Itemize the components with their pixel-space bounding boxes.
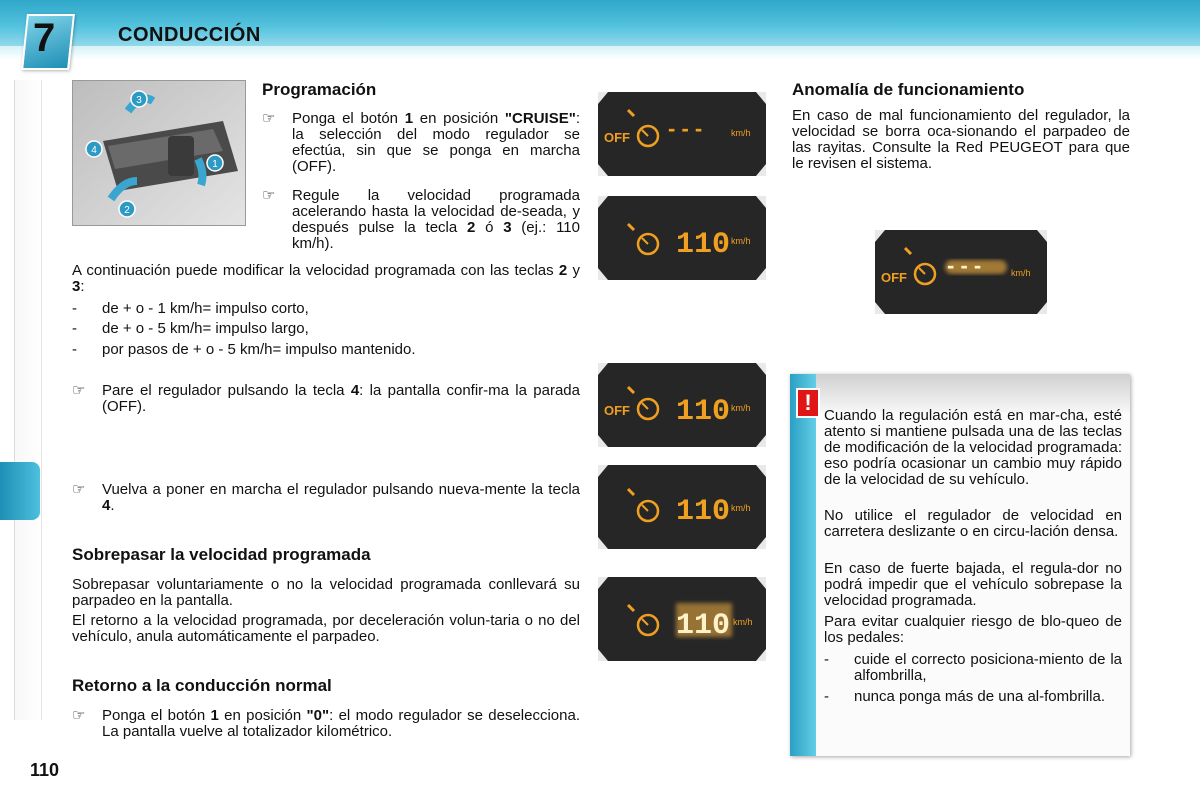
callout-1: 1 bbox=[212, 159, 218, 170]
speed-readout: 110 bbox=[676, 228, 731, 262]
warning-paragraph-4: Para evitar cualquier riesgo de blo-queo de los pedales: bbox=[824, 613, 1122, 646]
warning-accent-bar bbox=[790, 374, 816, 756]
cruise-stalk-photo bbox=[72, 80, 246, 226]
callout-2: 2 bbox=[124, 205, 130, 216]
speed-readout: 110 bbox=[676, 495, 731, 529]
warning-paragraph-3: En caso de fuerte bajada, el regula-dor no podrá impedir que el vehículo sobrepase la velocidad programada. bbox=[824, 560, 1122, 609]
page-number: 110 bbox=[30, 760, 60, 780]
restart-instruction: ☞ Vuelva a poner en marcha el regulador pulsando nueva-mente la tecla 4. bbox=[72, 481, 580, 514]
chapter-tab-active bbox=[0, 462, 40, 520]
unit-label: km/h bbox=[1011, 268, 1031, 278]
pointing-hand-icon: ☞ bbox=[72, 382, 86, 399]
pointing-hand-icon: ☞ bbox=[262, 187, 276, 204]
speed-readout-blinking: 110 bbox=[676, 609, 731, 643]
unit-label: km/h bbox=[731, 128, 751, 138]
chapter-tab-strip bbox=[14, 80, 42, 720]
unit-label: km/h bbox=[731, 503, 751, 513]
sobrepasar-heading: Sobrepasar la velocidad programada bbox=[72, 545, 371, 564]
header-rule bbox=[0, 46, 1200, 60]
sobrepasar-paragraph-1: Sobrepasar voluntariamente o no la velocidad programada conllevará su parpadeo en la pantalla. bbox=[72, 576, 580, 609]
retorno-heading: Retorno a la conducción normal bbox=[72, 676, 332, 695]
display-active-110 bbox=[598, 196, 766, 280]
unit-label: km/h bbox=[731, 236, 751, 246]
chapter-number: 7 bbox=[33, 16, 56, 60]
sobrepasar-paragraph-2: El retorno a la velocidad programada, por deceleración volun-taria o no del vehículo, anula automáticamente el parpadeo. bbox=[72, 612, 580, 645]
display-off-dashes bbox=[598, 92, 766, 176]
display-resumed-110 bbox=[598, 465, 766, 549]
warning-box bbox=[790, 374, 1130, 756]
list-item: - nunca ponga más de una al-fombrilla. bbox=[824, 688, 1105, 705]
list-item: - cuide el correcto posiciona-miento de la alfombrilla, bbox=[824, 651, 1122, 684]
programacion-step-1: ☞ Ponga el botón 1 en posición "CRUISE": la selección del modo regulador se efectúa, sin que se ponga en marcha (OFF). bbox=[262, 110, 580, 175]
chapter-title: CONDUCCIÓN bbox=[118, 24, 261, 46]
warning-paragraph-1: Cuando la regulación está en mar-cha, esté atento si mantiene pulsada una de las teclas de modificación de la velocidad programada: eso podría ocasionar un cambio muy rápido de la velocidad de su vehículo. bbox=[824, 407, 1122, 488]
off-label: OFF bbox=[881, 270, 907, 285]
warning-paragraph-2: No utilice el regulador de velocidad en carretera deslizante o en circu-lación densa. bbox=[824, 507, 1122, 540]
off-label: OFF bbox=[604, 130, 630, 145]
retorno-instruction: ☞ Ponga el botón 1 en posición "0": el modo regulador se deselecciona. La pantalla vuelve al totalizador kilométrico. bbox=[72, 707, 580, 740]
programacion-heading: Programación bbox=[262, 80, 377, 99]
speed-readout: 110 bbox=[676, 395, 731, 429]
anomalia-heading: Anomalía de funcionamiento bbox=[792, 80, 1025, 99]
programacion-step-2: ☞ Regule la velocidad programada acelerando hasta la velocidad de-seada, y después pulse la tecla 2 ó 3 (ej.: 110 km/h). bbox=[262, 187, 580, 252]
unit-label: km/h bbox=[733, 617, 753, 627]
stop-instruction: ☞ Pare el regulador pulsando la tecla 4: la pantalla confir-ma la parada (OFF). bbox=[72, 382, 580, 415]
callout-4: 4 bbox=[91, 145, 97, 156]
anomalia-paragraph: En caso de mal funcionamiento del regulador, la velocidad se borra oca-sionando el parpadeo de las rayitas. Consulte la Red PEUGEOT para que le revisen el sistema. bbox=[792, 107, 1130, 172]
list-item: - de + o - 5 km/h= impulso largo, bbox=[72, 320, 309, 337]
unit-label: km/h bbox=[731, 403, 751, 413]
pointing-hand-icon: ☞ bbox=[262, 110, 276, 127]
list-item: - por pasos de + o - 5 km/h= impulso mantenido. bbox=[72, 341, 416, 358]
pointing-hand-icon: ☞ bbox=[72, 707, 86, 724]
modify-intro: A continuación puede modificar la velocidad programada con las teclas 2 y 3: bbox=[72, 262, 580, 295]
callout-3: 3 bbox=[136, 95, 142, 106]
warning-exclamation-icon: ! bbox=[796, 388, 820, 418]
off-label: OFF bbox=[604, 403, 630, 418]
display-off-blinking-dashes bbox=[875, 230, 1047, 314]
dashes-readout-blinking: - - - bbox=[947, 253, 982, 278]
display-off-110 bbox=[598, 363, 766, 447]
list-item: - de + o - 1 km/h= impulso corto, bbox=[72, 300, 309, 317]
display-blinking-110 bbox=[598, 577, 766, 661]
dashes-readout: - - - bbox=[668, 116, 703, 141]
pointing-hand-icon: ☞ bbox=[72, 481, 86, 498]
